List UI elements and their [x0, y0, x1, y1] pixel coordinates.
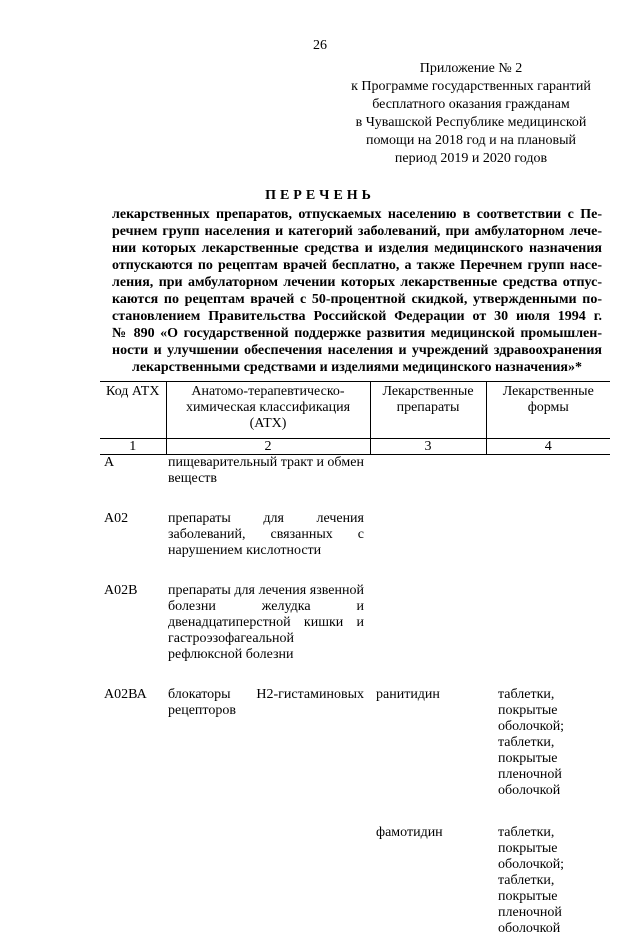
dosage-form: [486, 511, 610, 583]
drug-list-table: [100, 381, 610, 937]
subtitle-line: лекарственными средствами и изделиями медицинского назначения»*: [131, 360, 583, 375]
atc-classification: блокаторы Н2-гистаминовых рецепторов: [168, 687, 364, 718]
subtitle-line: становлением Правительства Российской Федерации от 30 июля 1994 г.: [112, 309, 602, 324]
subtitle-line: отпускаются по рецептам врачей бесплатно, а также Перечнем групп насе-: [112, 258, 602, 273]
appendix-line: период 2019 и 2020 годов: [394, 151, 548, 166]
appendix-line: помощи на 2018 год и на плановый: [365, 133, 577, 148]
header-atc-code: Код АТХ: [100, 382, 166, 439]
atc-classification: [166, 825, 370, 937]
atc-code: [100, 825, 166, 937]
page-number: 26: [313, 38, 327, 53]
header-dosage-forms: Лекарственные формы: [486, 382, 610, 439]
appendix-line: к Программе государственных гарантий: [351, 79, 591, 94]
atc-classification: пищеварительный тракт и обмен веществ: [168, 455, 364, 486]
column-number-row: [100, 439, 610, 455]
header-atc-classification: Анатомо-терапевтическо-химическая классификация (АТХ): [166, 382, 370, 439]
appendix-header: [340, 60, 602, 168]
appendix-line: Приложение № 2: [419, 61, 523, 76]
drug-name: ранитидин: [376, 687, 440, 702]
column-number: 4: [486, 439, 610, 455]
atc-code: А02ВА: [104, 687, 147, 702]
drug-name: фамотидин: [376, 825, 443, 840]
table-row: [100, 511, 610, 583]
document-subtitle: [112, 206, 602, 376]
atc-code: А: [104, 455, 115, 470]
table-header-row: [100, 382, 610, 439]
table-row: [100, 825, 610, 937]
subtitle-line: ности и улучшении обеспечения населения и учреждений здравоохранения: [112, 343, 602, 358]
header-drugs: Лекарственные препараты: [370, 382, 486, 439]
drug-name: [370, 511, 486, 583]
subtitle-line: ления, при амбулаторном лечении которых лекарственные средства отпус-: [112, 275, 602, 290]
atc-code: А02В: [104, 583, 138, 598]
subtitle-line: речнем групп населения и категорий заболеваний, при амбулаторном лече-: [112, 224, 602, 239]
drug-name: [370, 455, 486, 512]
drug-name: [370, 583, 486, 687]
table-row: [100, 687, 610, 825]
appendix-line: бесплатного оказания гражданам: [372, 97, 570, 112]
dosage-form: таблетки, покрытые оболочкой; таблетки, покрытые пленочной оболочкой: [498, 687, 565, 798]
atc-classification: препараты для лечения язвенной болезни желудка и двенадцатиперстной кишки и гастроэзофагеальной рефлюксной болезни: [168, 583, 364, 662]
dosage-form: [486, 583, 610, 687]
subtitle-line: лекарственных препаратов, отпускаемых населению в соответствии с Пе-: [112, 207, 602, 222]
table-row: [100, 455, 610, 512]
subtitle-line: № 890 «О государственной поддержке развития медицинской промышлен-: [112, 326, 602, 341]
document-title: ПЕРЕЧЕНЬ: [265, 188, 375, 203]
atc-classification: препараты для лечения заболеваний, связанных с нарушением кислотности: [168, 511, 364, 558]
column-number: 3: [370, 439, 486, 455]
appendix-line: в Чувашской Республике медицинской: [355, 115, 587, 130]
atc-code: А02: [104, 511, 129, 526]
dosage-form: [486, 455, 610, 512]
subtitle-line: нии которых лекарственные средства и изделия медицинского назначения: [112, 241, 602, 256]
table-row: [100, 583, 610, 687]
column-number: 2: [166, 439, 370, 455]
subtitle-line: каются по рецептам врачей с 50-процентной скидкой, утвержденными по-: [112, 292, 602, 307]
column-number: 1: [100, 439, 166, 455]
dosage-form: таблетки, покрытые оболочкой; таблетки, покрытые пленочной оболочкой: [498, 825, 565, 936]
